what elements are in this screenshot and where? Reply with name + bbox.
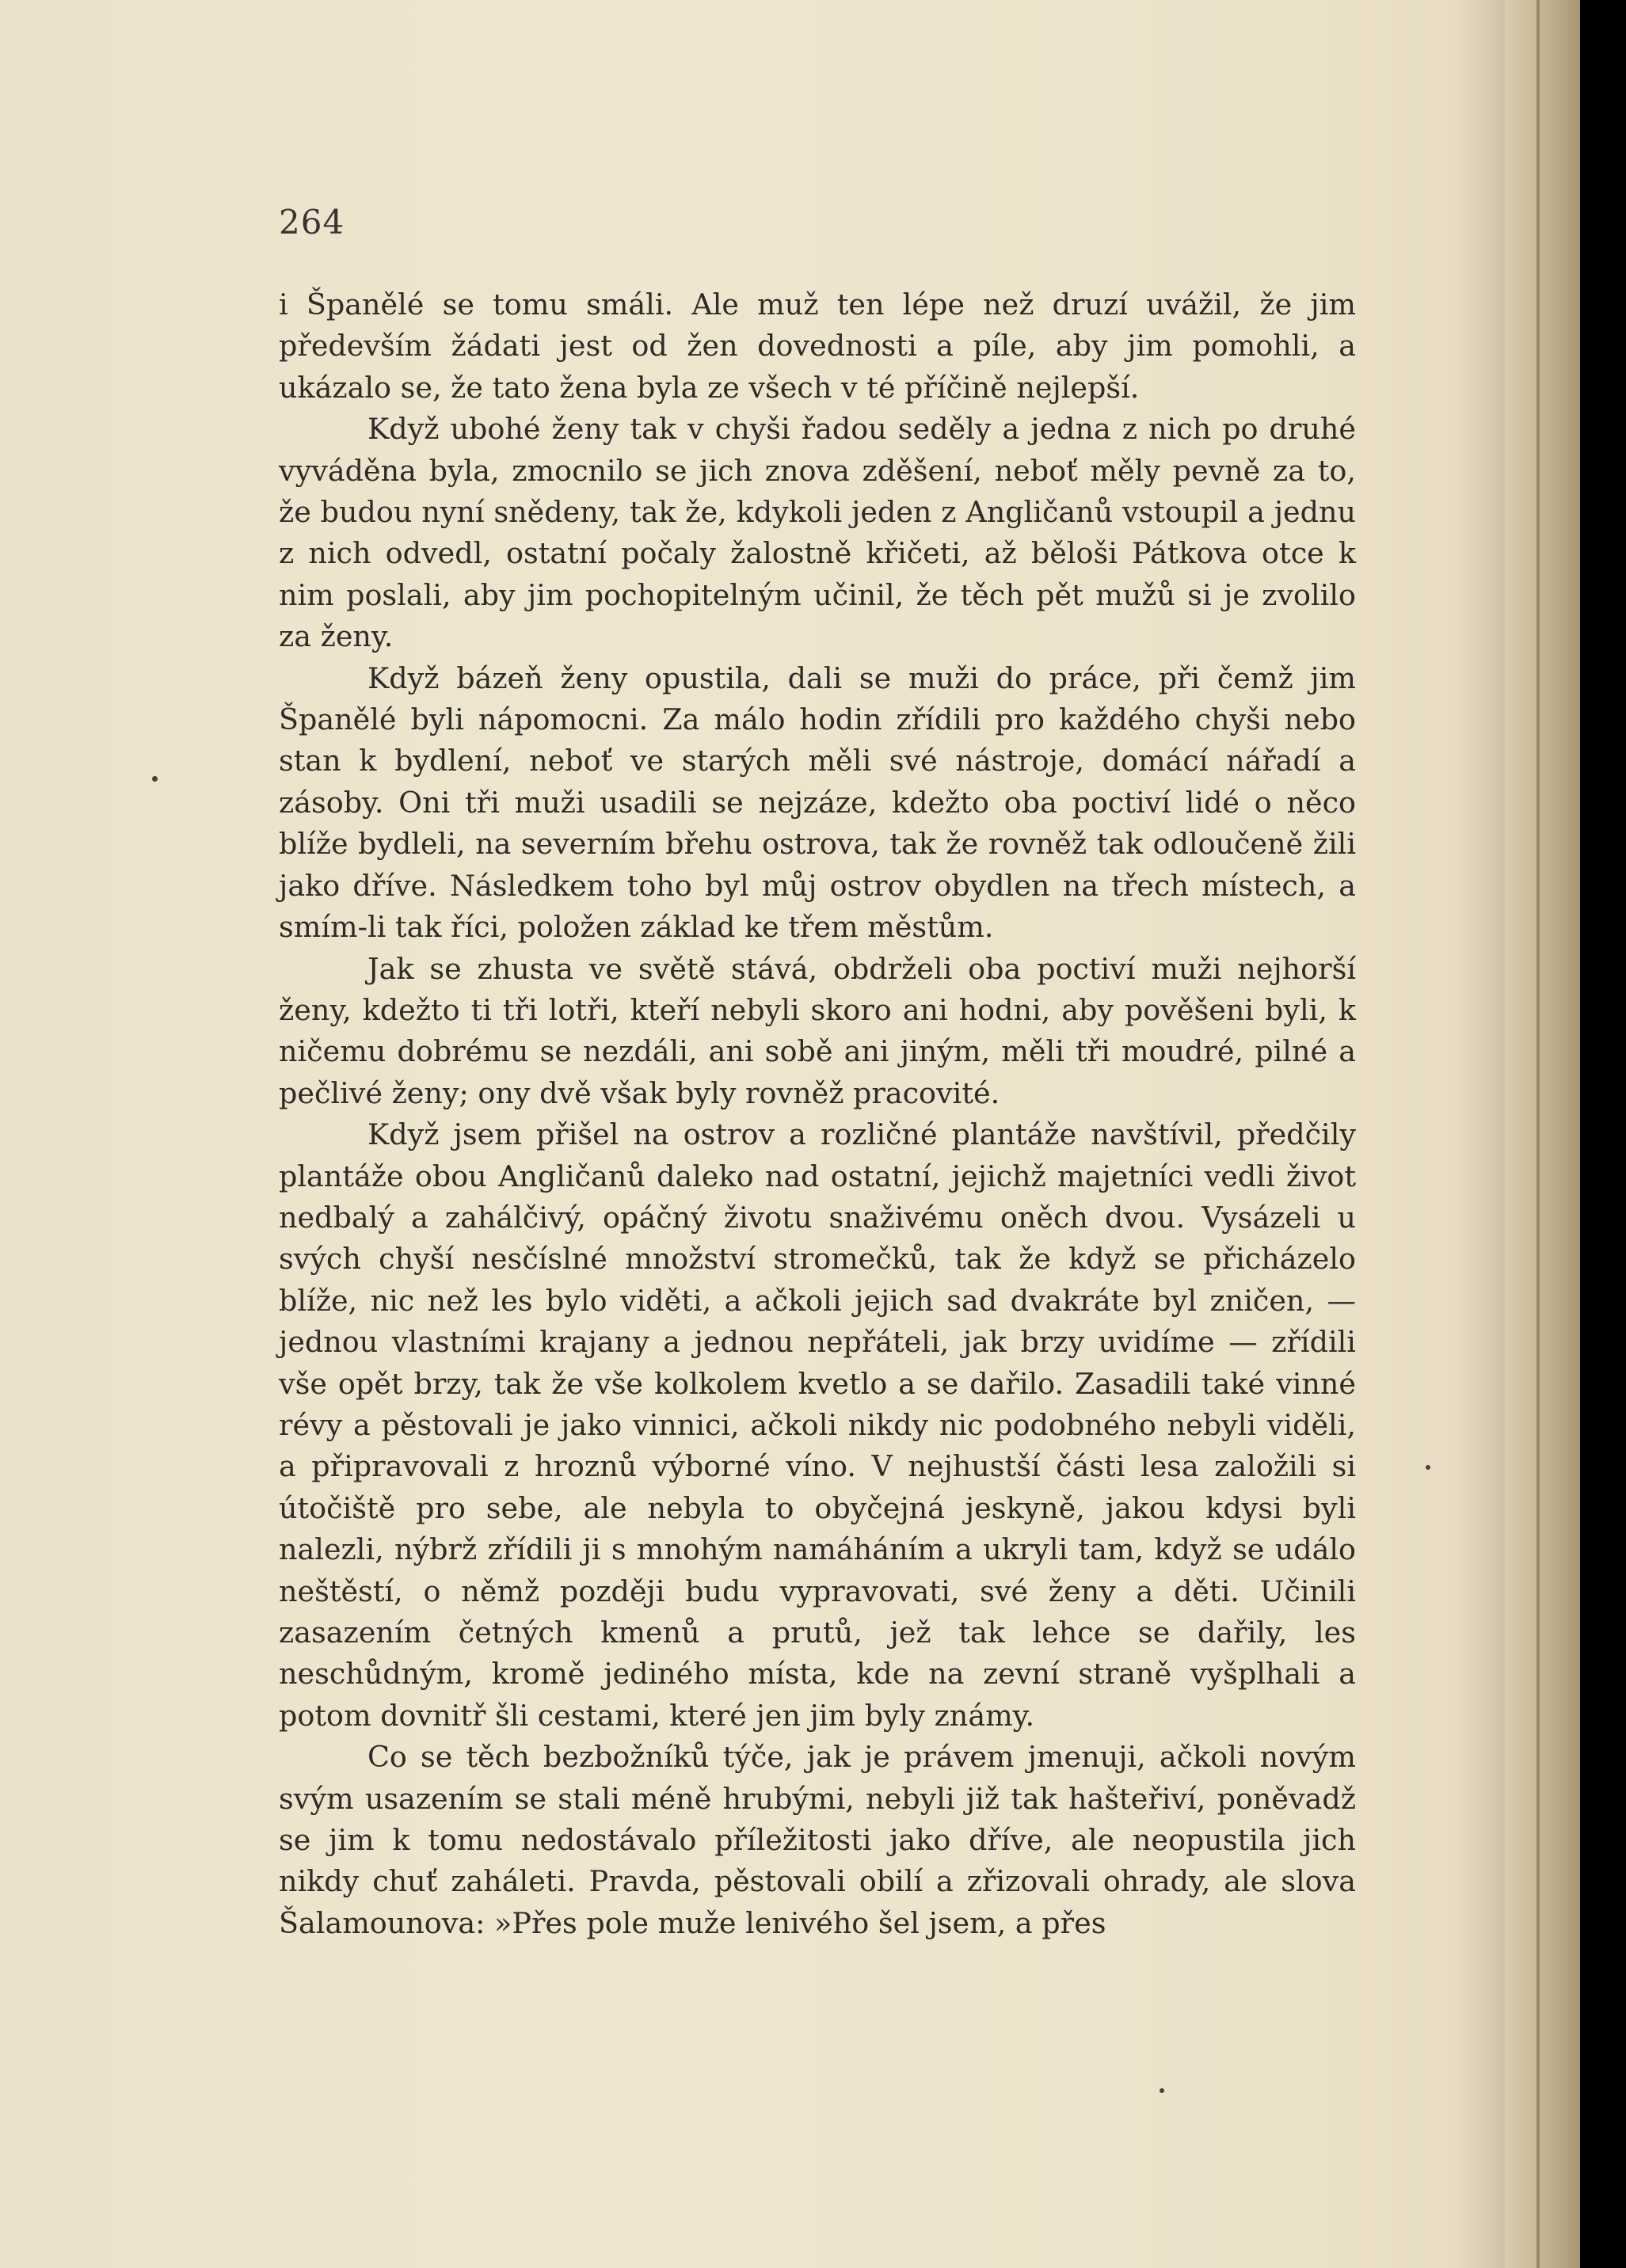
paragraph-4: Jak se zhusta ve světě stává, obdrželi oba poctiví muži nejhorší ženy, kdežto ti tři lotři, kteří nebyli skoro ani hodni, aby pověšeni byli, k ničemu dobrému se nezdáli, ani sobě ani jiným, měli tři moudré, pilné a pečlivé ženy; ony dvě však byly rovněž pracovité. — [279, 951, 1356, 1110]
paragraph-2: Když ubohé ženy tak v chyši řadou seděly a jedna z nich po druhé vyváděna byla, zmocnilo se jich znova zděšení, neboť měly pevně za to, že budou nyní snědeny, tak že, kdykoli jeden z Angličanů vstoupil a jednu z nich odvedl, ostatní počaly žalostně křičeti, až běloši Pátkova otce k nim poslali, aby jim pochopitelným učinil, že těch pět mužů si je zvolilo za ženy. — [279, 412, 1356, 654]
page-number: 264 — [279, 203, 345, 242]
paragraph-1: i Španělé se tomu smáli. Ale muž ten lépe než druzí uvážil, že jim především žádati jest od žen dovednosti a píle, aby jim pomohli, a ukázalo se, že tato žena byla ze všech v té příčině nejlepší. — [279, 287, 1356, 405]
paper-speck — [1160, 2088, 1164, 2093]
paper-speck — [152, 776, 158, 782]
paragraph-6: Co se těch bezbožníků týče, jak je právem jmenuji, ačkoli novým svým usazením se stali méně hrubými, nebyli již tak hašteřiví, poněvadž se jim k tomu nedostávalo příležitosti jako dříve, ale neopustila jich nikdy chuť zaháleti. Pravda, pěstovali obilí a zřizovali ohrady, ale slova Šalamounova: »Přes pole muže lenivého šel jsem, a přes — [279, 1740, 1356, 1940]
spine-shadow — [1457, 0, 1505, 2268]
paragraph-5: Když jsem přišel na ostrov a rozličné plantáže navštívil, předčily plantáže obou Angličanů daleko nad ostatní, jejichž majetníci vedli život nedbalý a zahálčivý, opáčný životu snaživému oněch dvou. Vysázeli u svých chyší nesčíslné množství stromečků, tak že když se přicházelo blíže, nic než les bylo viděti, a ačkoli jejich sad dvakráte byl zničen, — jednou vlastními krajany a jednou nepřáteli, jak brzy uvidíme — zřídili vše opět brzy, tak že vše kolkolem kvetlo a se dařilo. Zasadili také vinné révy a pěstovali je jako vinnici, ačkoli nikdy nic podobného nebyli viděli, a připravovali z hroznů výborné víno. V nejhustší části lesa založili si útočiště pro sebe, ale nebyla to obyčejná jeskyně, jakou kdysi byli nalezli, nýbrž zřídili ji s mnohým namáháním a ukryli tam, když se událo neštěstí, o němž později budu vypravovati, své ženy a děti. Učinili zasazením četných kmenů a prutů, jež tak lehce se dařily, les neschůdným, kromě jediného místa, kde na zevní straně vyšplhali a potom dovnitř šli cestami, které jen jim byly známy. — [279, 1117, 1356, 1733]
page-edge — [1505, 0, 1580, 2268]
paragraph-3: Když bázeň ženy opustila, dali se muži do práce, při čemž jim Španělé byli nápomocni. Za málo hodin zřídili pro každého chyši nebo stan k bydlení, neboť ve starých měli své nástroje, domácí nářadí a zásoby. Oni tři muži usadili se nejzáze, kdežto oba poctiví lidé o něco blíže bydleli, na severním břehu ostrova, tak že rovněž tak odloučeně žili jako dříve. Následkem toho byl můj ostrov obydlen na třech místech, a smím-li tak říci, položen základ ke třem městům. — [279, 660, 1356, 945]
body-text — [279, 284, 1356, 1944]
paper-speck — [1426, 1465, 1430, 1470]
